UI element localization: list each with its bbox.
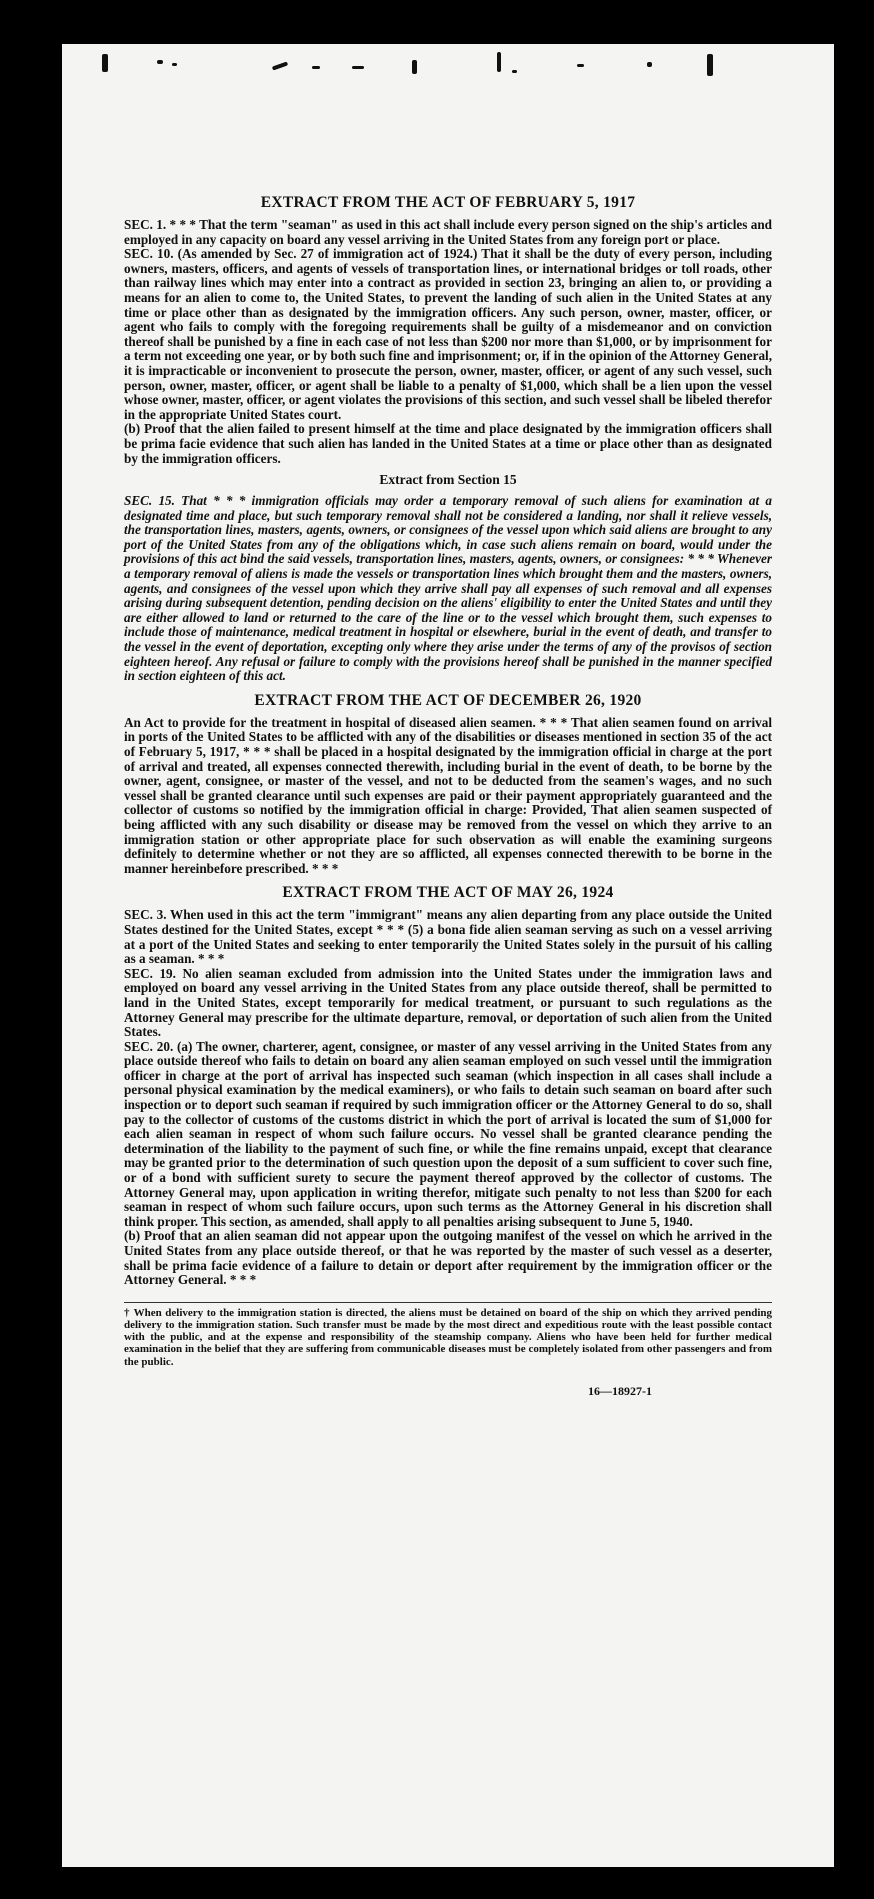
paragraph: SEC. 10. (As amended by Sec. 27 of immigration act of 1924.) That it shall be the duty of every person, including owners, masters, officers, and agents of vessels of transportation lines, or international bridges or toll roads, other than railway lines which may enter into a contract as provided in section 23, bringing an alien to, or providing a means for an alien to come to, the United States, to prevent the landing of such alien in the United States at any time or place other than as designated by the immigration officers. Any such person, owner, master, officer, or agent who fails to comply with the foregoing requirements shall be guilty of a misdemeanor and on conviction thereof shall be punished by a fine in each case of not less than $200 nor more than $1,000, or by imprisonment for a term not exceeding one year, or by both such fine and imprisonment; or, if in the opinion of the Attorney General, it is impracticable or inconvenient to prosecute the person, owner, master, officer, or agent of any such vessel, such person, owner, master, officer, or agent shall be liable to a penalty of $1,000, which shall be a lien upon the vessel whose owner, master, officer, or agent violates the provisions of this section, and such vessel shall be libeled therefor in the appropriate United States court. (124, 246, 772, 422)
paragraph: SEC. 19. No alien seaman excluded from admission into the United States under the immigration laws and employed on board any vessel arriving in the United States from any place outside thereof, shall be permitted to land in the United States, except temporarily for medical treatment, or pursuant to such regulations as the Attorney General may prescribe for the ultimate departure, removal, or deportation of such alien from the United States. (124, 965, 772, 1040)
paragraph: SEC. 15. That * * * immigration officials may order a temporary removal of such aliens for examination at a designated time and place, but such temporary removal shall not be considered a landing, nor shall it relieve vessels, the transportation lines, masters, agents, owners, or consignees of the vessel upon which said aliens are brought to any port of the United States from any of the obligations which, in case such aliens remain on board, would under the provisions of this act bind the said vessels, transportation lines, masters, agents, owners, or consignees: * * * Whenever a temporary removal of aliens is made the vessels or transportation lines which brought them and the masters, owners, agents, and consignees of the vessel upon which they arrive shall pay all expenses of such removal and all expenses arising during subsequent detention, pending decision on the aliens' eligibility to enter the United States and until they are either allowed to land or returned to the care of the line or to the vessel which brought them, such expenses to include those of maintenance, medical treatment in hospital or elsewhere, burial in the event of death, and transfer to the vessel in the event of deportation, excepting only where they arise under the terms of any of the provisos of section eighteen hereof. Any refusal or failure to comply with the provisions hereof shall be punished in the manner specified in section eighteen of this act. (124, 493, 772, 684)
section-heading: EXTRACT FROM THE ACT OF MAY 26, 1924 (282, 884, 614, 902)
paragraph: SEC. 3. When used in this act the term "immigrant" means any alien departing from any place outside the United States destined for the United States, except * * * (5) a bona fide alien seaman serving as such on a vessel arriving at a port of the United States and seeking to enter temporarily the United States solely in the pursuit of his calling as a seaman. * * * (124, 907, 772, 967)
scan-marks (102, 50, 802, 90)
form-code: 16—18927-1 (588, 1383, 652, 1398)
section-heading: Extract from Section 15 (379, 472, 517, 488)
document-body (124, 194, 772, 1399)
paragraph: An Act to provide for the treatment in hospital of diseased alien seamen. * * * That alien seamen found on arrival in ports of the United States to be afflicted with any of the disabilities or diseases mentioned in section 35 of the act of February 5, 1917, * * * shall be placed in a hospital designated by the immigration official in charge at the port of arrival and treated, all expenses connected therewith, including burial in the event of death, to be borne by the owner, agent, consignee, or master of the vessel, and not to be deducted from the seamen's wages, and no such vessel shall be granted clearance until such expenses are paid or their payment appropriately guaranteed and the collector of customs so notified by the immigration official in charge: Provided, That alien seamen suspected of being afflicted with any such disability or disease may be removed from the vessel on which they arrive to an immigration station or other appropriate place for such observation as will enable the examining surgeons definitely to determine whether or not they are so afflicted, all expenses connected therewith to be borne in the manner hereinbefore prescribed. * * * (124, 714, 772, 876)
footnote (124, 1302, 772, 1368)
section-heading: EXTRACT FROM THE ACT OF DECEMBER 26, 1920 (254, 691, 642, 709)
paragraph: (b) Proof that an alien seaman did not appear upon the outgoing manifest of the vessel on which he arrived in the United States from any place outside thereof, or that he was reported by the master of such vessel as a deserter, shall be prima facie evidence of a failure to detain or deport after requirement by the immigration officer or the Attorney General. * * * (124, 1228, 772, 1288)
act-1917-section (124, 194, 772, 466)
section-15-extract (124, 472, 772, 684)
act-1920-section (124, 692, 772, 877)
paragraph: SEC. 20. (a) The owner, charterer, agent, consignee, or master of any vessel arriving in the United States from any place outside thereof who fails to detain on board any alien seaman employed on such vessel until the immigration officer in charge at the port of arrival has inspected such seaman (which inspection in all cases shall include a personal physical examination by the medical examiners), or who fails to detain such seaman on board after such inspection or to deport such seaman if required by such immigration officer or the Attorney General to do so, shall pay to the collector of customs of the customs district in which the port of arrival is located the sum of $1,000 for each alien seaman in respect of whom such failure occurs. No vessel shall be granted clearance pending the determination of the liability to the payment of such fine, or while the fine remains unpaid, except that clearance may be granted prior to the determination of such question upon the deposit of a sum sufficient to cover such fine, or of a bond with sufficient surety to secure the payment thereof approved by the collector of customs. The Attorney General may, upon application in writing therefor, mitigate such penalty to not less than $200 for each seaman in respect of whom such failure occurs, upon such terms as the Attorney General in his discretion shall think proper. This section, as amended, shall apply to all penalties arising subsequent to June 5, 1940. (124, 1038, 772, 1229)
act-1924-section (124, 884, 772, 1287)
paragraph: SEC. 1. * * * That the term "seaman" as used in this act shall include every person signed on the ship's articles and employed in any capacity on board any vessel arriving in the United States from any foreign port or place. (124, 217, 772, 247)
paragraph: (b) Proof that the alien failed to present himself at the time and place designated by the immigration officers shall be prima facie evidence that such alien has landed in the United States at a time or place other than as designated by the immigration officers. (124, 421, 772, 466)
section-heading: EXTRACT FROM THE ACT OF FEBRUARY 5, 1917 (260, 194, 636, 211)
document-page (62, 44, 834, 1867)
footnote-text: † When delivery to the immigration station is directed, the aliens must be detained on board of the ship on which they arrived pending delivery to the immigration station. Such transfer must be made by the most direct and expeditious route with the least possible contact with the public, and at the expense and responsibility of the steamship company. Aliens who have been held for further medical examination in the belief that they are suffering from communicable diseases must be completely isolated from other passengers and from the public. (124, 1306, 772, 1368)
